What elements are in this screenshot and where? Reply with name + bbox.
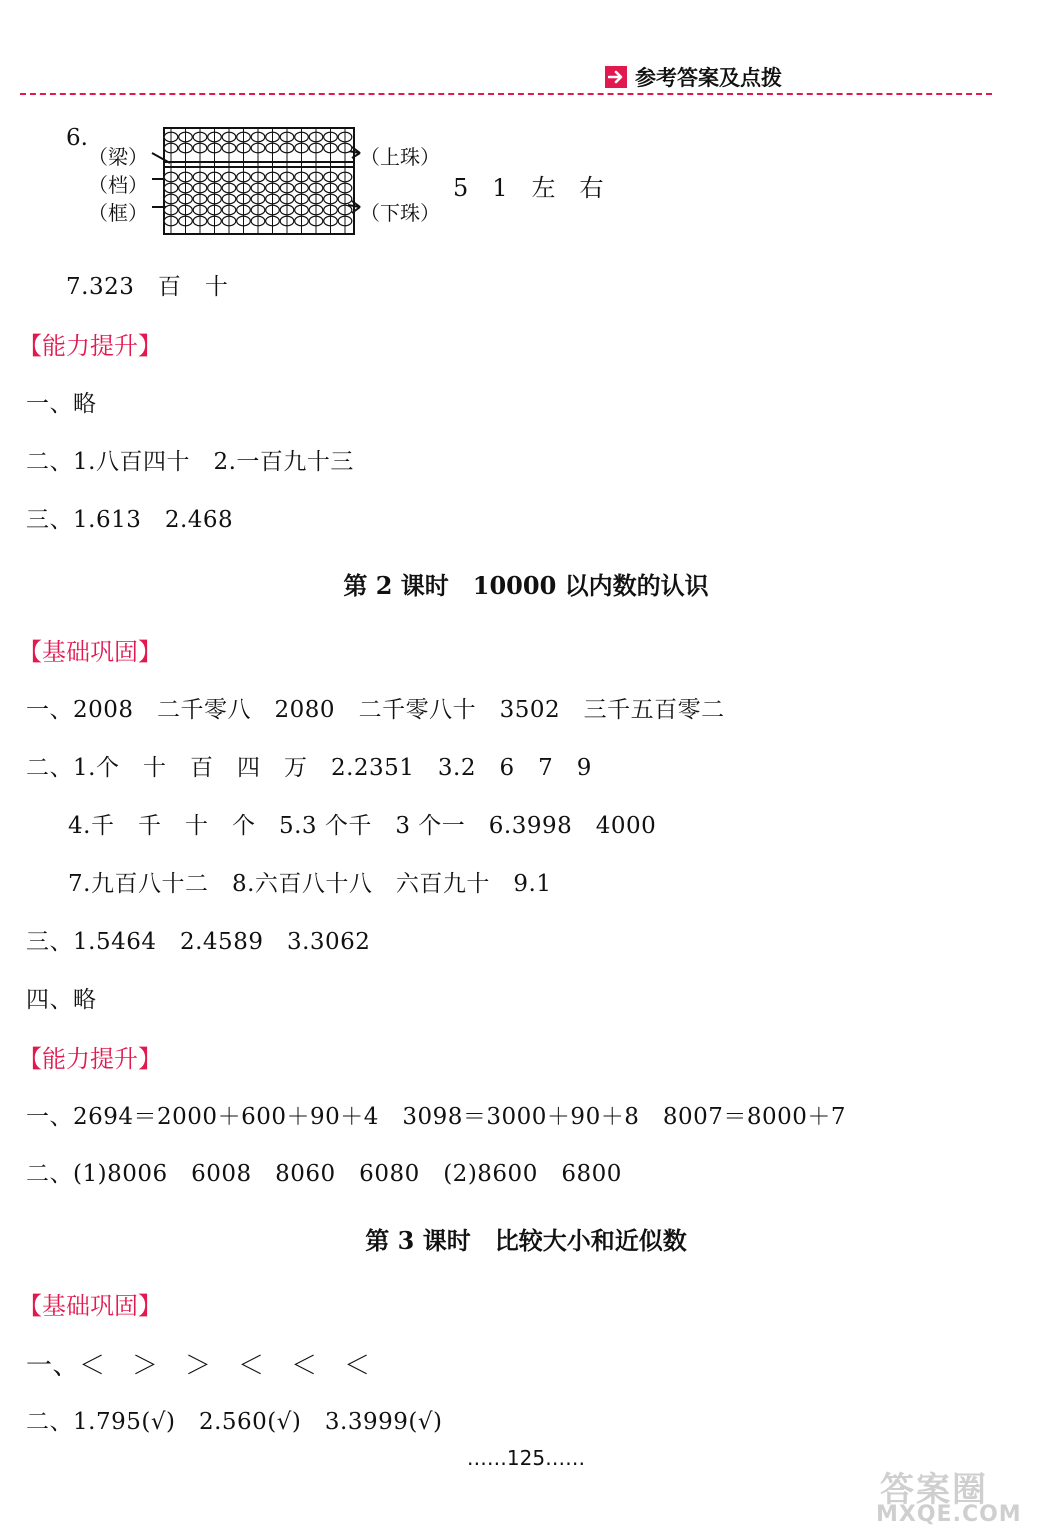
section-tag-ability: 【能力提升】 — [18, 1045, 162, 1073]
header-title-group — [605, 62, 782, 92]
watermark-logo — [872, 1462, 1042, 1530]
answer-line: 4.千 千 十 个 5.3 个千 3 个一 6.3998 4000 — [68, 813, 657, 839]
header-divider — [20, 93, 992, 95]
answer-line: 7.323 百 十 — [66, 274, 229, 300]
watermark-text-bottom: MXQE.COM — [876, 1502, 1022, 1527]
abacus-label-lower-bead: （下珠） — [360, 201, 440, 225]
page-number: ……125…… — [466, 1446, 586, 1470]
section-tag-basic: 【基础巩固】 — [18, 1292, 162, 1320]
abacus-label-beam: （梁） — [88, 145, 148, 169]
answer-line: 四、略 — [26, 987, 97, 1013]
answer-line: 一、2008 二千零八 2080 二千零八十 3502 三千五百零二 — [26, 697, 725, 723]
lesson-title: 第 2 课时 10000 以内数的认识 — [343, 571, 709, 600]
page-header — [20, 58, 992, 98]
answer-line: 一、略 — [26, 391, 97, 417]
section-tag-ability: 【能力提升】 — [18, 332, 162, 360]
section-tag-basic: 【基础巩固】 — [18, 638, 162, 666]
answer-line: 三、1.5464 2.4589 3.3062 — [26, 929, 371, 955]
lesson-title: 第 3 课时 比较大小和近似数 — [365, 1226, 687, 1255]
answer-line: 一、＜ ＞ ＞ ＜ ＜ ＜ — [26, 1351, 371, 1381]
abacus-label-upper-bead: （上珠） — [360, 145, 440, 169]
abacus-answer: 5 1 左 右 — [453, 174, 604, 202]
abacus-label-rod: （档） — [88, 173, 148, 197]
answer-line: 二、1.八百四十 2.一百九十三 — [26, 449, 354, 475]
question-number: 6. — [66, 125, 88, 151]
answer-line: 二、1.795(√) 2.560(√) 3.3999(√) — [26, 1409, 443, 1435]
answer-line: 二、1.个 十 百 四 万 2.2351 3.2 6 7 9 — [26, 755, 592, 781]
answer-line: 二、(1)8006 6008 8060 6080 (2)8600 6800 — [26, 1161, 622, 1187]
answer-line: 三、1.613 2.468 — [26, 507, 234, 533]
answer-line: 7.九百八十二 8.六百八十八 六百九十 9.1 — [68, 871, 552, 897]
abacus-question — [60, 125, 660, 240]
arrow-right-icon — [605, 66, 627, 88]
abacus-label-frame: （框） — [88, 201, 148, 225]
header-title: 参考答案及点拨 — [635, 66, 782, 90]
answer-line: 一、2694＝2000＋600＋90＋4 3098＝3000＋90＋8 8007＝8000＋7 — [26, 1104, 847, 1130]
watermark-text-top: 答案圈 — [880, 1470, 988, 1510]
